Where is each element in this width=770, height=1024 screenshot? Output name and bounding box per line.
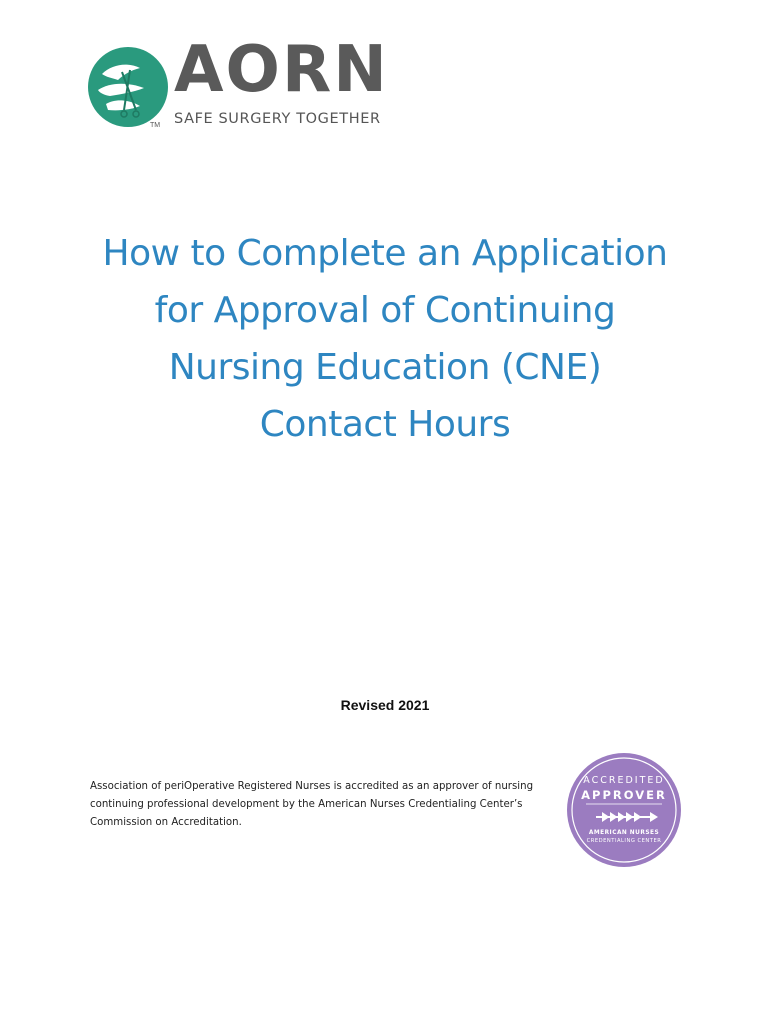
title-line: Nursing Education (CNE) [168,347,602,388]
logo-tagline: SAFE SURGERY TOGETHER [174,111,381,127]
title-line: for Approval of Continuing [154,290,616,331]
seal-line-accredited: ACCREDITED [583,775,665,786]
logo-wordmark: AORN [174,33,389,107]
aorn-emblem-icon [88,44,168,130]
seal-line-approver: APPROVER [581,788,667,802]
seal-line-ancc: AMERICAN NURSES [588,830,660,836]
document-title [40,225,730,453]
title-line: Contact Hours [259,404,511,445]
seal-badge-icon [566,752,682,868]
revision-date: Revised 2021 [340,697,430,713]
title-line: How to Complete an Application [102,233,668,274]
logo-trademark: TM [150,122,161,129]
aorn-logo [88,33,389,136]
accredited-approver-seal [566,752,682,868]
seal-line-credentialing: CREDENTIALING CENTER [586,838,662,844]
accreditation-statement: Association of periOperative Registered Nurses is accredited as an approver of nursing continuing professional development by the American Nurses Credentialing Center’s Commission on Accreditation. [90,781,534,828]
